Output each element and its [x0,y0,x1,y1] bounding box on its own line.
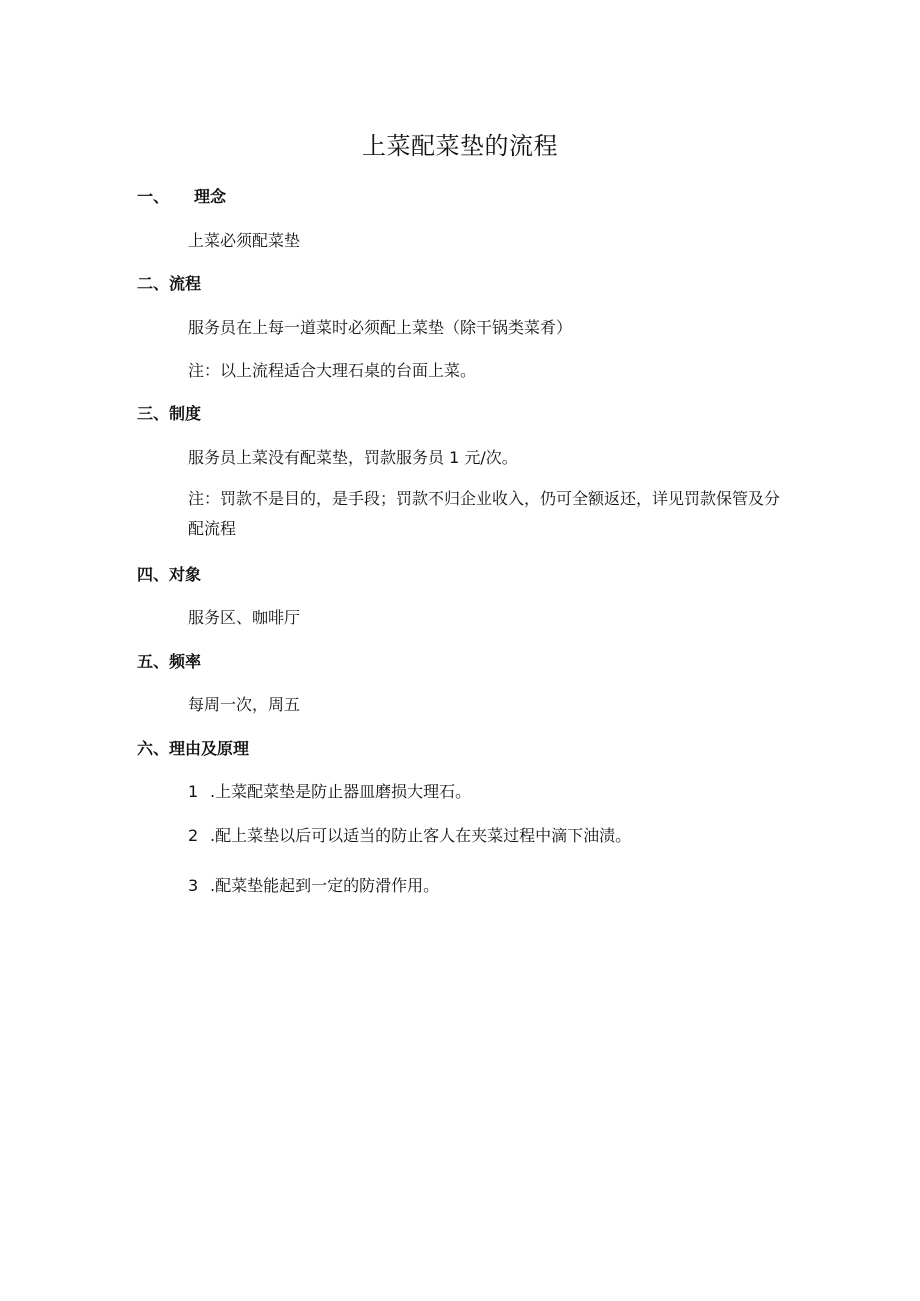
section-number: 二、 [137,274,170,293]
list-text: .上菜配菜垫是防止器皿磨损大理石。 [210,782,472,801]
paragraph: 服务员在上每一道菜时必须配上菜垫（除干锅类菜肴） [188,318,573,337]
list-item [188,873,439,896]
paragraph: 服务员上菜没有配菜垫，罚款服务员 1 元/次。 [188,448,518,467]
paragraph: 服务区、咖啡厅 [188,608,301,627]
section-heading-6 [137,736,249,759]
list-index: 1 [188,782,199,801]
section-heading-1 [137,184,226,207]
section-title: 制度 [169,404,202,423]
section-number: 四、 [137,565,170,584]
section-heading-2 [137,271,201,294]
list-text: .配上菜垫以后可以适当的防止客人在夹菜过程中滴下油渍。 [210,826,632,845]
section-number: 五、 [137,652,170,671]
paragraph: 上菜必须配菜垫 [188,231,301,250]
section-title: 频率 [169,652,202,671]
section-title: 流程 [169,274,202,293]
list-item [188,823,631,846]
note-paragraph: 注：罚款不是目的，是手段；罚款不归企业收入，仍可全额返还，详见罚款保管及分配流程 [188,489,781,538]
section-number: 六、 [137,739,170,758]
list-index: 3 [188,876,199,895]
section-number: 三、 [137,404,170,423]
section-heading-3 [137,401,201,424]
document-title: 上菜配菜垫的流程 [362,132,558,160]
list-text: .配菜垫能起到一定的防滑作用。 [210,876,440,895]
note-paragraph: 注：以上流程适合大理石桌的台面上菜。 [188,361,477,380]
section-title: 理由及原理 [169,739,250,758]
list-item [188,779,471,802]
section-heading-5 [137,649,201,672]
paragraph: 每周一次，周五 [188,695,301,714]
section-title: 对象 [169,565,202,584]
list-index: 2 [188,826,199,845]
section-title: 理念 [194,187,227,206]
section-number: 一、 [137,187,170,206]
section-heading-4 [137,562,201,585]
